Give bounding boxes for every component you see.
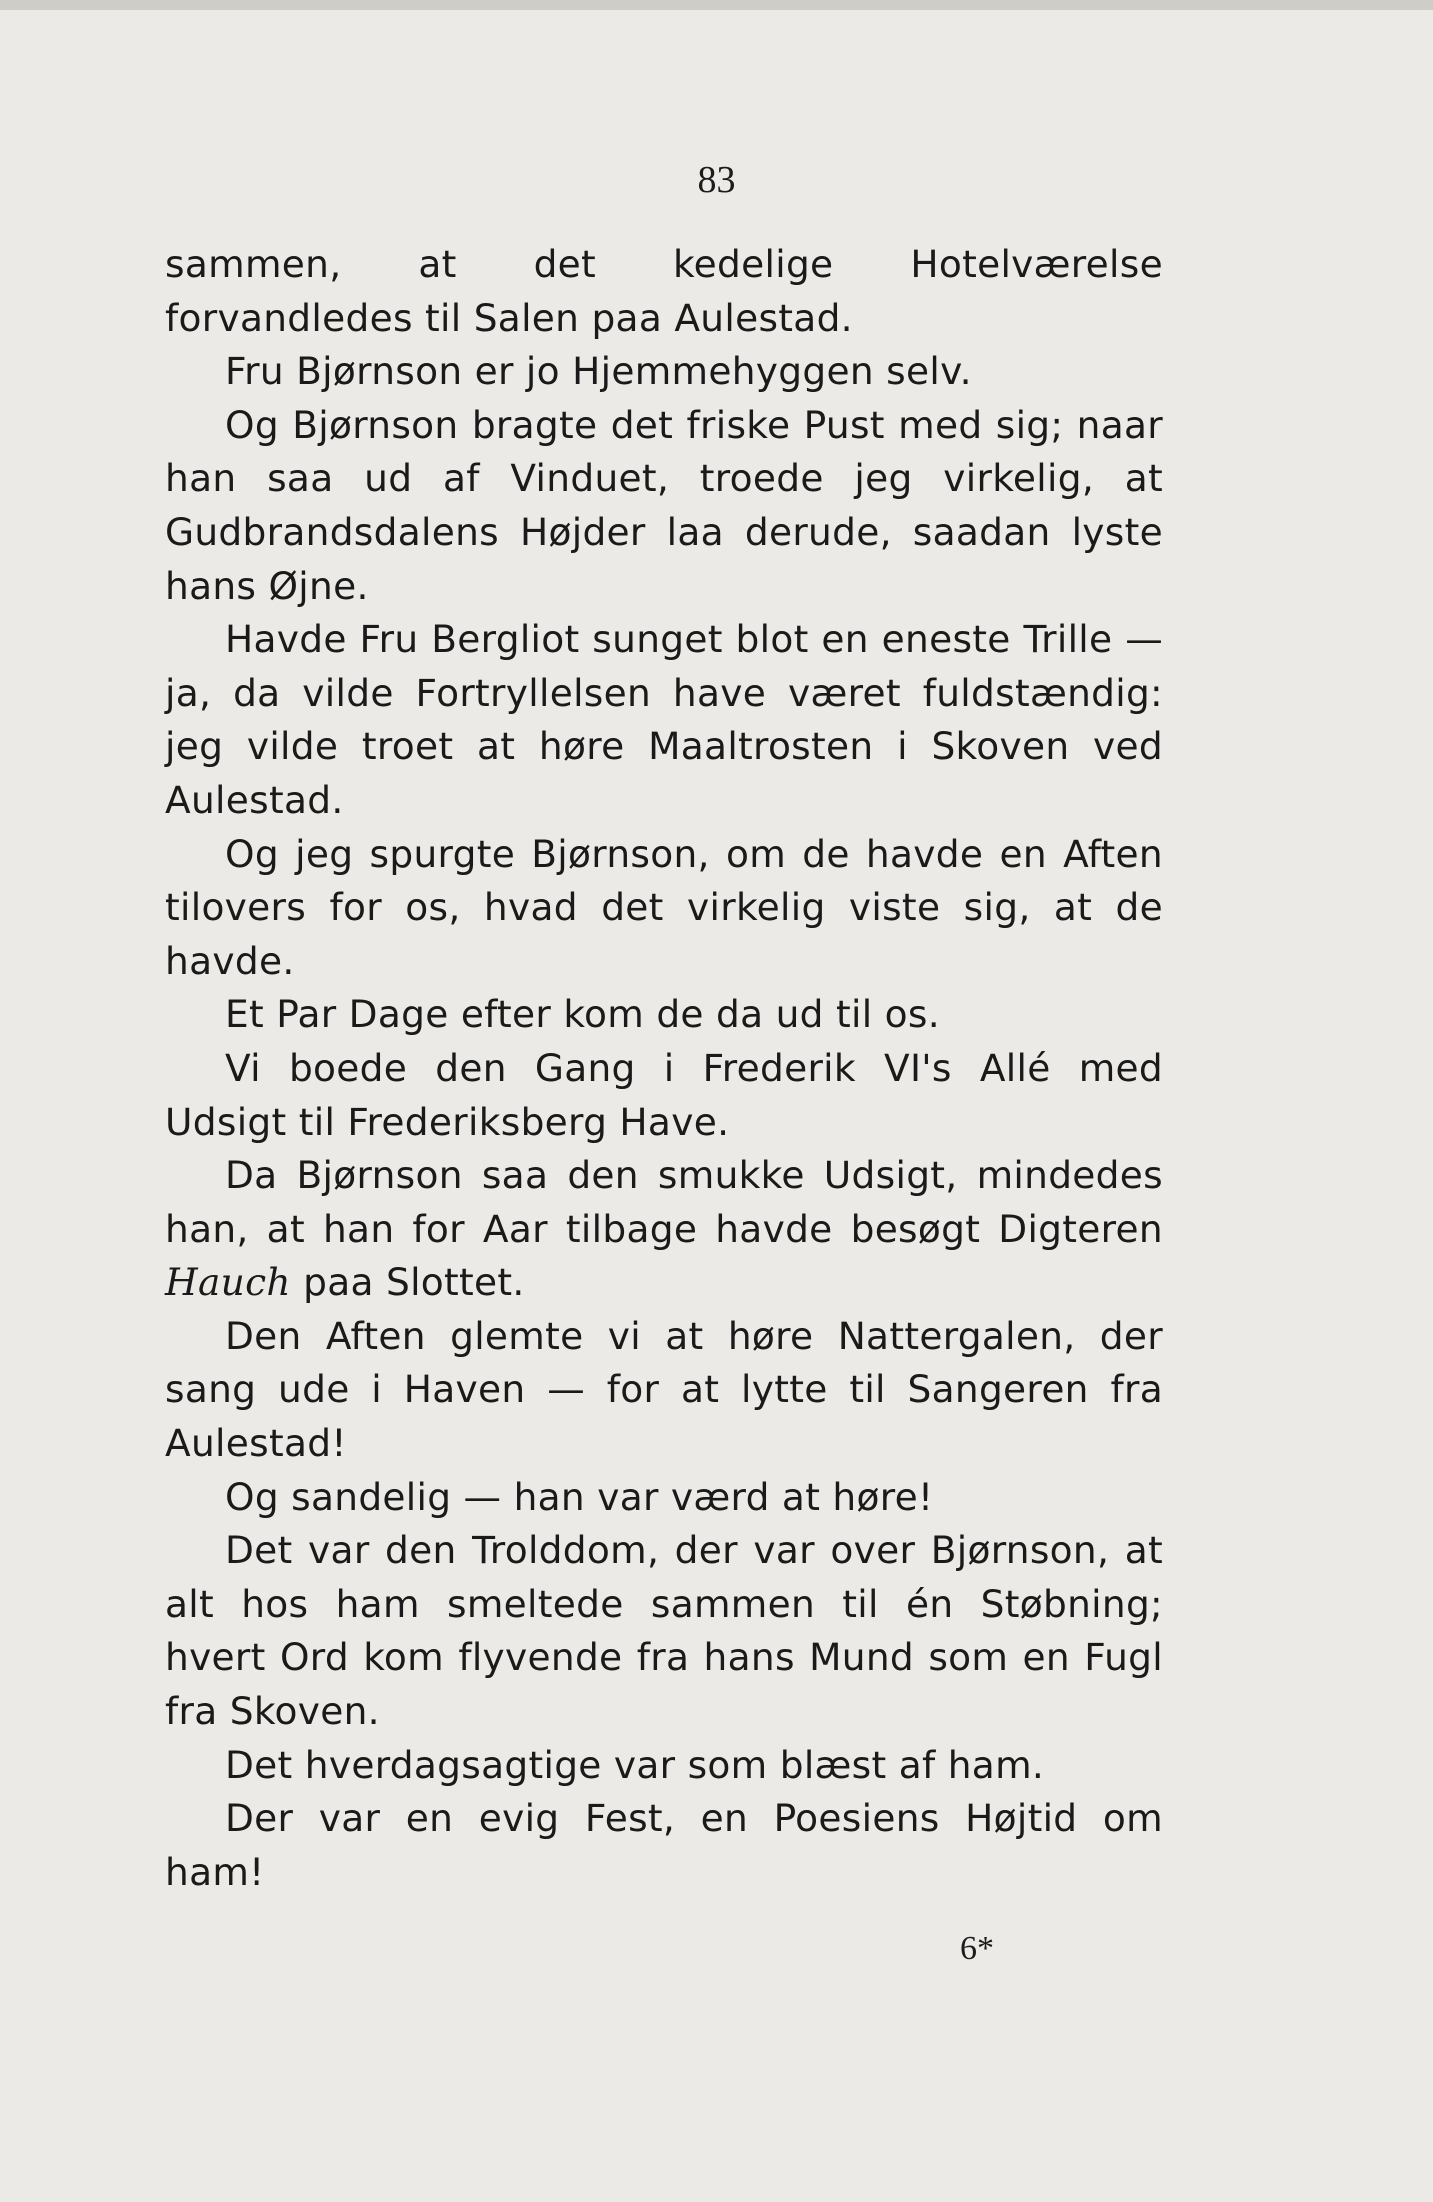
paragraph-1: sammen, at det kedelige Hotelværelse forvandledes til Salen paa Aulestad. xyxy=(165,242,1163,340)
paragraph-5: Og jeg spurgte Bjørnson, om de havde en Aften tilovers for os, hvad det virkelig viste sig, at de havde. xyxy=(165,831,1163,983)
page-top-edge xyxy=(0,0,1433,10)
paragraph-9: Den Aften glemte vi at høre Nattergalen, der sang ude i Haven — for at lytte til Sangeren fra Aulestad! xyxy=(165,1313,1163,1466)
paragraph-12: Det hverdagsagtige var som blæst af ham. xyxy=(225,1742,1045,1787)
paragraph-8-after: paa Slottet. xyxy=(290,1260,525,1305)
paragraph-11: Det var den Trolddom, der var over Bjørnson, at alt hos ham smeltede sammen til én Støbning; hvert Ord kom flyvende fra hans Mund som en Fugl fra Skoven. xyxy=(165,1528,1163,1734)
paragraph-6: Et Par Dage efter kom de da ud til os. xyxy=(225,992,940,1037)
paragraph-8-before: Da Bjørnson saa den smukke Udsigt, mindedes han, at han for Aar tilbage havde besøgt Digteren xyxy=(165,1153,1163,1251)
paragraph-8 xyxy=(165,1149,1163,1310)
paragraph-10: Og sandelig — han var værd at høre! xyxy=(225,1474,934,1519)
paragraph-13: Der var en evig Fest, en Poesiens Højtid om ham! xyxy=(165,1796,1163,1894)
paragraph-2: Fru Bjørnson er jo Hjemmehyggen selv. xyxy=(225,349,972,394)
signature-mark: 6* xyxy=(960,1930,994,1967)
paragraph-4: Havde Fru Bergliot sunget blot en eneste Trille — ja, da vilde Fortryllelsen have været fuldstændig: jeg vilde troet at høre Maaltrosten i Skoven ved Aulestad. xyxy=(165,617,1163,822)
paragraph-3: Og Bjørnson bragte det friske Pust med sig; naar han saa ud af Vinduet, troede jeg virkelig, at Gudbrandsdalens Højder laa derude, saadan lyste hans Øjne. xyxy=(165,402,1163,608)
paragraph-7: Vi boede den Gang i Frederik VI's Allé med Udsigt til Frederiksberg Have. xyxy=(165,1045,1163,1144)
body-text xyxy=(165,238,1163,1899)
page-number: 83 xyxy=(697,159,736,201)
paragraph-8-name: Hauch xyxy=(165,1260,291,1305)
